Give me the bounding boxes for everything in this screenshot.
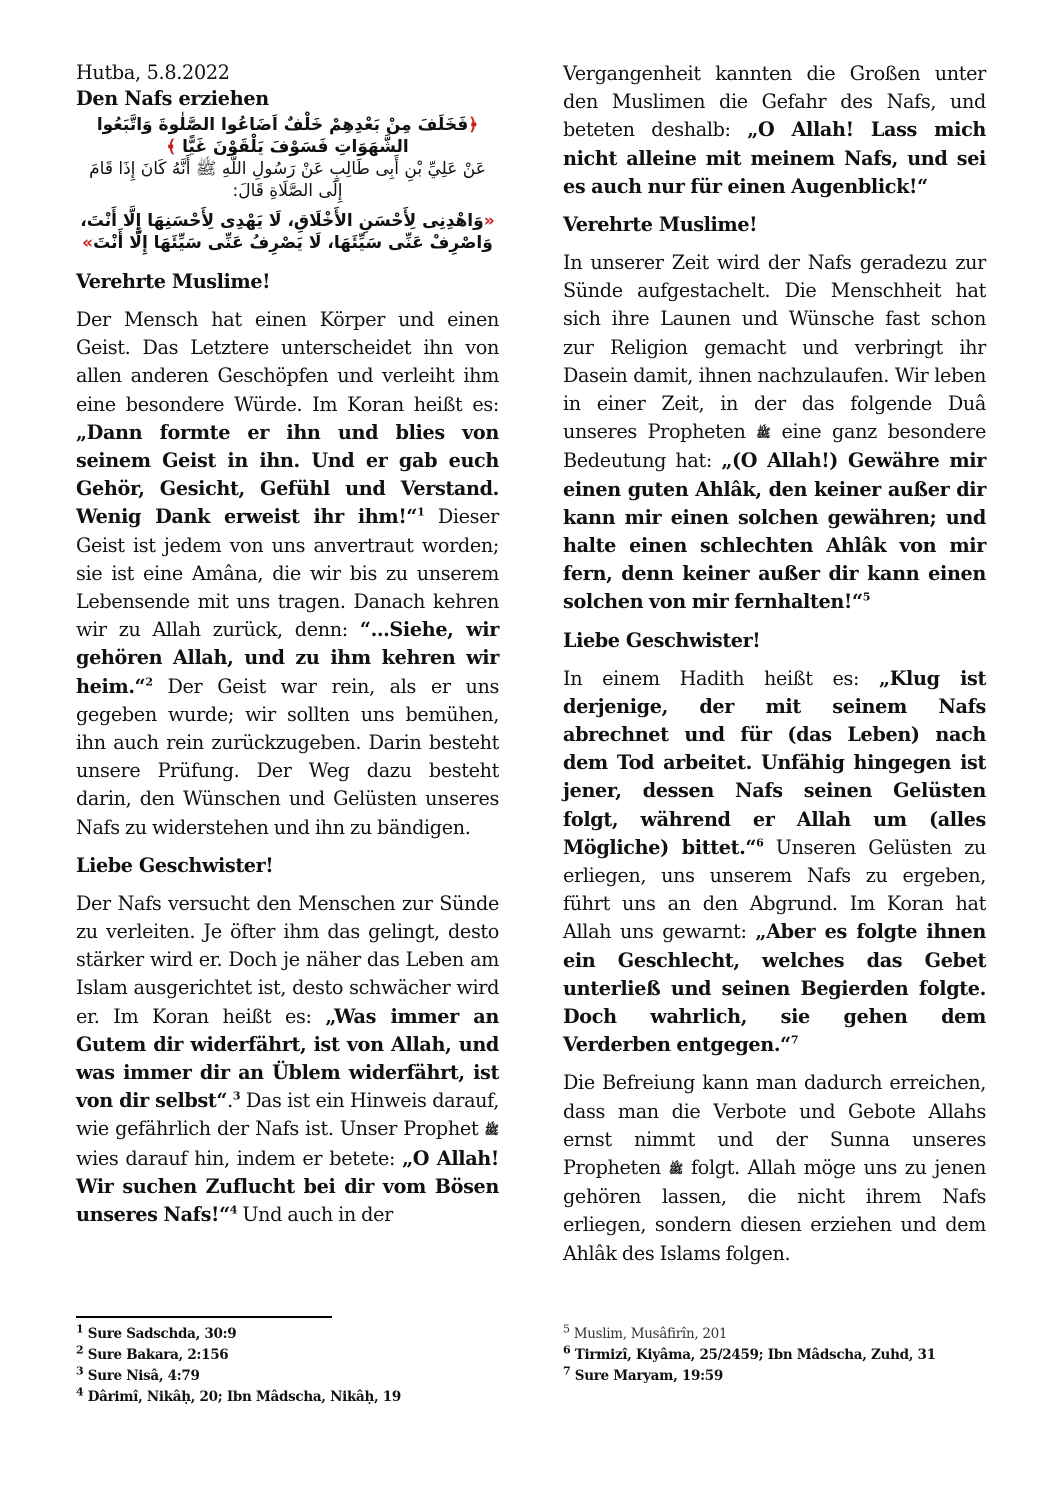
ayah-close-bracket: ﴾ [166, 137, 177, 157]
footnote-text: Sure Bakara, 2:156 [83, 1347, 229, 1363]
footnote-ref: 3 [232, 1089, 241, 1103]
footnote [76, 1345, 401, 1366]
text-run: In unserer Zeit wird der Nafs geradezu zur Sünde aufgestachelt. Die Menschheit hat sich ihre Launen und Wünsche fast schon zur Religion gemacht und verbringt ihr Dasein damit, ihnen nachzulaufen. Wir leben in einer Zeit, in der das folgende Duâ unseres Propheten [563, 251, 986, 444]
footnote-text: Tirmizî, Kiyâma, 25/2459; Ibn Mâdscha, Zuhd, 31 [570, 1347, 936, 1363]
footnote-ref: 7 [790, 1033, 799, 1047]
text-run: Der Geist war rein, als er uns gegeben wurde; wir sollten uns bemühen, ihn auch rein zurückzugeben. Darin besteht unsere Prüfung. Der Weg dazu besteht darin, den Wünschen und Gelüsten unseres Nafs zu widerstehen und ihn zu bändigen. [76, 674, 499, 839]
dua-close-quote: » [82, 233, 94, 253]
ayah-open-bracket: ﴿ [468, 115, 479, 135]
quote-bold: „O Allah! Lass mich nicht alleine mit meinem Nafs, und sei es auch nur für einen Augenblick!“ [563, 118, 986, 198]
section-heading: Verehrte Muslime! [76, 270, 271, 293]
text-run: wies darauf hin, indem er betete: [76, 1146, 403, 1170]
footnote-number: 7 [563, 1364, 571, 1378]
dua-open-quote: « [483, 211, 495, 231]
sermon-date: Hutba, 5.8.2022 [76, 61, 230, 84]
text-run: eine ganz besondere Bedeutung hat: [563, 420, 986, 473]
dua-text: وَاهْدِنِى لِأَحْسَنِ الأَخْلَاقِ، لَا يَهْدِى لِأَحْسَنِهَا إِلَّا أَنْتَ، وَاصْرِفْ عَنِّى سَيِّئَهَا، لَا يَصْرِفُ عَنِّى سَيِّئَهَا إِلَّا أَنْتَ [80, 211, 493, 253]
paragraph [563, 249, 986, 617]
footnote-ref: 1 [417, 506, 425, 520]
text-run: Und auch in der [237, 1202, 393, 1226]
section-heading: Liebe Geschwister! [563, 628, 761, 652]
right-column [563, 60, 986, 1278]
text-run: Der Mensch hat einen Körper und einen Geist. Das Letztere unterscheidet ihn von allen anderen Geschöpfen und verleiht ihm eine besondere Würde. Im Koran heißt es: [76, 308, 499, 416]
text-run: folgt. Allah möge uns zu jenen gehören lassen, die nicht ihrem Nafs erliegen, sondern diesen erziehen und dem Ahlâk des Islams folgen. [563, 1156, 987, 1265]
quote-bold: „Aber es folgte ihnen ein Geschlecht, welches das Gebet unterließ und seinen Begierden folgte. Doch wahrlich, sie gehen dem Verderben entgegen.“ [563, 920, 986, 1057]
text-run: In einem Hadith heißt es: [563, 666, 880, 690]
footnote-text: Sure Sadschda, 30:9 [83, 1326, 237, 1342]
footnote-text: Sure Nisâ, 4:79 [83, 1368, 200, 1384]
section-heading: Liebe Geschwister! [76, 853, 274, 877]
text-run: Der Nafs versucht den Menschen zur Sünde zu verleiten. Je öfter ihm das gelingt, desto stärker wird er. Doch je näher das Leben am Islam ausgerichtet ist, desto schwächer wird er. Im Koran heißt es: [76, 891, 499, 1028]
footnote-ref: 4 [229, 1203, 238, 1217]
quote-bold: “…Siehe, wir gehören Allah, und zu ihm kehren wir heim.“ [76, 618, 499, 698]
paragraph [563, 1069, 986, 1267]
footnote-text: Sure Maryam, 19:59 [570, 1368, 723, 1384]
footnote-ref: 5 [862, 590, 871, 604]
paragraph [563, 60, 986, 201]
quote-bold: „Was immer an Gutem dir widerfährt, ist von Allah, und was immer dir an Üblem widerfährt, ist von dir selbst“ [76, 1004, 499, 1113]
footnotes-right [563, 1324, 936, 1387]
paragraph [76, 890, 499, 1229]
footnote [76, 1387, 401, 1408]
salawat-icon: ﷺ [484, 1123, 499, 1138]
quran-verse-arabic [76, 114, 499, 158]
footnote [563, 1324, 936, 1345]
text-run: Das ist ein Hinweis darauf, wie gefährlich der Nafs ist. Unser Prophet [76, 1089, 499, 1141]
sermon-title: Den Nafs erziehen [76, 87, 269, 110]
quote-bold: „Klug ist derjenige, der mit seinem Nafs abrechnet und für (das Leben) nach dem Tod arbeitet. Unfähig hingegen ist jener, dessen Nafs seinen Gelüsten folgt, während er Allah um (alles Mögliche) bittet.“ [563, 666, 987, 859]
footnote-number: 1 [76, 1322, 84, 1336]
text-run: Unseren Gelüsten zu erliegen, uns unserem Nafs zu ergeben, führt uns an den Abgrund. Im Koran hat Allah uns gewarnt: [563, 835, 986, 944]
salawat-icon: ﷺ [668, 1161, 684, 1176]
left-column [76, 60, 499, 1239]
footnote-text: Muslim, Musâfirîn, 201 [569, 1326, 728, 1342]
footnotes-left [76, 1324, 401, 1408]
dua-arabic [76, 210, 499, 254]
footnote [76, 1324, 401, 1345]
quote-bold: „(O Allah!) Gewähre mir einen guten Ahlâk, den keiner außer dir kann mir einen solchen gewähren; und halte einen schlechten Ahlâk von mir fern, denn keiner außer dir kann einen solchen von mir fernhalten!“ [563, 449, 986, 614]
section-heading: Verehrte Muslime! [563, 213, 758, 237]
footnote-text: Dârimî, Nikâḥ, 20; Ibn Mâdscha, Nikâḥ, 19 [83, 1389, 401, 1405]
paragraph [76, 306, 499, 842]
hadith-intro-arabic: عَنْ عَلِيِّ بْنِ أَبِى طَالِبٍ عَنْ رَسُولِ اللَّهِ ﷺ أَنَّهُ كَانَ إِذَا قَامَ إِلَى الصَّلَاةِ قَالَ: [89, 159, 486, 201]
text-run: Vergangenheit kannten die Großen unter den Muslimen die Gefahr des Nafs, und beteten deshalb: [563, 62, 986, 142]
salawat-icon: ﷺ [756, 426, 771, 441]
footnote [563, 1345, 936, 1366]
footnote [563, 1366, 936, 1387]
quote-bold: „O Allah! Wir suchen Zuflucht bei dir vom Bösen unseres Nafs!“ [76, 1146, 499, 1226]
footnote-number: 5 [563, 1322, 570, 1336]
text-run: Die Befreiung kann man dadurch erreichen, dass man die Verbote und Gebote Allahs ernst nimmt und der Sunna unseres Propheten [563, 1071, 986, 1179]
footnote-number: 2 [76, 1343, 84, 1357]
footnote-number: 4 [76, 1385, 84, 1399]
quote-bold: „Dann formte er ihn und blies von seinem Geist in ihn. Und er gab euch Gehör, Gesicht, Gefühl und Verstand. Wenig Dank erweist ihr ihm!“ [76, 420, 499, 529]
footnote [76, 1366, 401, 1387]
footnote-number: 6 [563, 1343, 571, 1357]
footnote-divider [76, 1316, 332, 1318]
ayah-text: فَخَلَفَ مِنْ بَعْدِهِمْ خَلْفٌ اَضَاعُوا الصَّلٰوةَ وَاتَّبَعُوا الشَّهَوَاتِ فَسَوْفَ يَلْقَوْنَ غَيًّا [96, 115, 469, 157]
text-run: . [227, 1089, 233, 1113]
footnote-ref: 2 [145, 675, 153, 689]
footnote-ref: 6 [756, 836, 764, 850]
paragraph [563, 665, 986, 1060]
footnote-number: 3 [76, 1364, 84, 1378]
text-run: Dieser Geist ist jedem von uns anvertraut worden; sie ist eine Amâna, die wir bis zu unserem Lebensende mit uns tragen. Danach kehren wir zu Allah zurück, denn: [76, 505, 499, 642]
